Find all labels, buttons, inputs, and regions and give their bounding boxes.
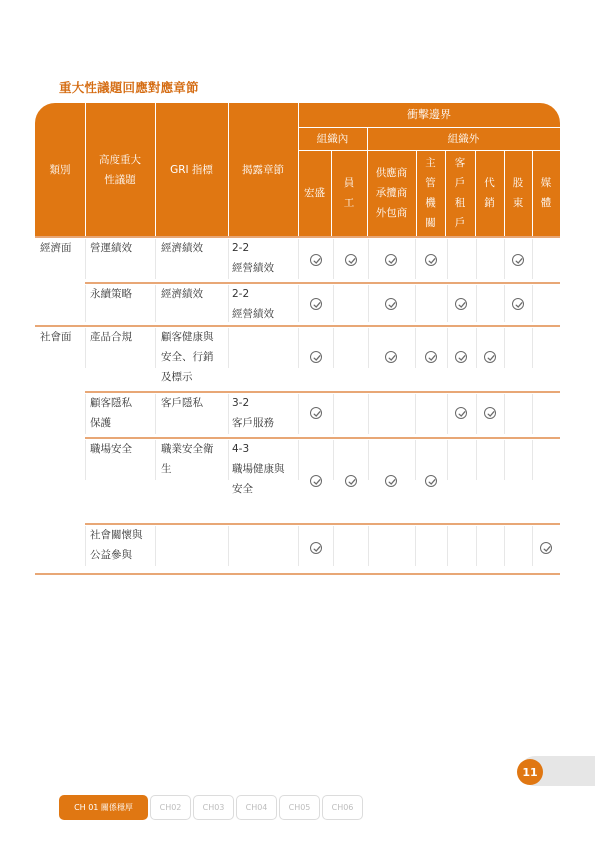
row-gri: 職業安全衛 生 [161,443,214,475]
column-separator [504,328,505,368]
column-separator [532,526,533,566]
column-separator [368,440,369,480]
column-separator [532,328,533,368]
row-chapter: 3-2 客戶服務 [232,397,274,429]
header-col-media: 媒 體 [540,177,552,209]
check-icon [310,542,322,554]
column-separator [415,526,416,566]
column-separator [368,328,369,368]
row-category: 經濟面 [40,242,72,254]
tab-ch04[interactable]: CH04 [236,795,277,820]
column-separator [333,328,334,368]
column-separator [298,526,299,566]
check-icon [425,475,437,487]
header-impact-boundary: 衝擊邊界 [407,108,451,121]
column-separator [155,394,156,434]
table-header [35,103,560,236]
check-icon [425,351,437,363]
column-separator [333,285,334,322]
column-separator [415,328,416,368]
column-separator [228,440,229,480]
row-topic: 營運績效 [90,242,132,254]
header-topic: 高度重大 性議題 [99,153,141,186]
header-col-shareholder: 股 東 [512,177,524,209]
row-gri: 顧客健康與 安全、行銷 及標示 [161,331,214,383]
column-separator [476,526,477,566]
column-separator [155,328,156,368]
column-separator [415,394,416,434]
row-topic: 永續策略 [90,288,132,300]
check-icon [310,407,322,419]
header-col-hongsheng: 宏盛 [304,187,325,199]
tab-ch06[interactable]: CH06 [322,795,363,820]
column-separator [504,526,505,566]
row-topic: 社會關懷與 公益參與 [90,529,143,561]
column-separator [447,239,448,279]
column-separator [415,285,416,322]
check-icon [512,298,524,310]
header-internal: 組織內 [316,132,349,145]
column-separator [447,394,448,434]
column-separator [85,239,86,279]
check-icon [310,351,322,363]
column-separator [504,239,505,279]
row-topic: 職場安全 [90,443,132,455]
header-external: 組織外 [447,132,480,145]
row-divider [85,437,560,439]
check-icon [385,351,397,363]
column-separator [155,285,156,322]
header-col-agent: 代 銷 [484,177,495,209]
column-separator [504,440,505,480]
tab-ch03[interactable]: CH03 [193,795,234,820]
column-separator [228,239,229,279]
column-separator [532,394,533,434]
column-separator [298,440,299,480]
column-separator [447,440,448,480]
column-separator [228,526,229,566]
column-separator [476,285,477,322]
check-icon [345,475,357,487]
row-gri: 經濟績效 [161,242,203,254]
column-separator [298,394,299,434]
row-divider [85,391,560,393]
column-separator [447,526,448,566]
column-separator [298,328,299,368]
check-icon [484,407,496,419]
column-separator [85,440,86,480]
column-separator [415,239,416,279]
check-icon [455,407,467,419]
check-icon [512,254,524,266]
column-separator [298,285,299,322]
check-icon [425,254,437,266]
check-icon [455,351,467,363]
column-separator [155,440,156,480]
column-separator [85,285,86,322]
column-separator [228,328,229,368]
row-chapter: 2-2 經營績效 [232,242,274,274]
column-separator [333,440,334,480]
check-icon [310,475,322,487]
header-col-supplier: 供應商 承攬商 外包商 [375,167,408,219]
column-separator [476,440,477,480]
column-separator [298,239,299,279]
column-separator [85,328,86,368]
column-separator [368,239,369,279]
check-icon [385,254,397,266]
column-separator [532,239,533,279]
tab-ch02[interactable]: CH02 [150,795,191,820]
header-chapter: 揭露章節 [242,163,284,176]
row-chapter: 4-3 職場健康與 安全 [232,443,285,495]
check-icon [455,298,467,310]
column-separator [333,239,334,279]
row-topic: 顧客隱私 保護 [90,397,132,429]
row-category: 社會面 [40,331,72,343]
row-chapter: 2-2 經營績效 [232,288,274,320]
check-icon [345,254,357,266]
page-number: 11 [517,759,543,785]
row-topic: 產品合規 [90,331,132,343]
column-separator [368,285,369,322]
row-gri: 客戶隱私 [161,397,203,409]
row-divider [85,523,560,525]
column-separator [415,440,416,480]
column-separator [504,285,505,322]
column-separator [476,394,477,434]
column-separator [155,526,156,566]
tab-ch01[interactable]: CH 01 關係穩厚 [59,795,148,820]
page-title: 重大性議題回應對應章節 [59,80,199,95]
column-separator [85,526,86,566]
column-separator [85,394,86,434]
header-col-authority: 主 管 機 關 [425,157,436,229]
header-gri: GRI 指標 [170,163,213,176]
column-separator [368,526,369,566]
header-col-employee: 員 工 [343,177,355,209]
header-category: 類別 [49,163,71,176]
column-separator [447,328,448,368]
check-icon [310,254,322,266]
row-divider [35,573,560,575]
column-separator [476,239,477,279]
check-icon [484,351,496,363]
column-separator [447,285,448,322]
column-separator [333,394,334,434]
tab-ch05[interactable]: CH05 [279,795,320,820]
column-separator [532,285,533,322]
row-divider [85,282,560,284]
column-separator [333,526,334,566]
column-separator [155,239,156,279]
column-separator [476,328,477,368]
check-icon [540,542,552,554]
column-separator [228,394,229,434]
row-gri: 經濟績效 [161,288,203,300]
check-icon [310,298,322,310]
column-separator [504,394,505,434]
column-separator [368,394,369,434]
check-icon [385,298,397,310]
check-icon [385,475,397,487]
column-separator [532,440,533,480]
header-col-customer: 客 戶 租 戶 [454,157,466,229]
column-separator [228,285,229,322]
